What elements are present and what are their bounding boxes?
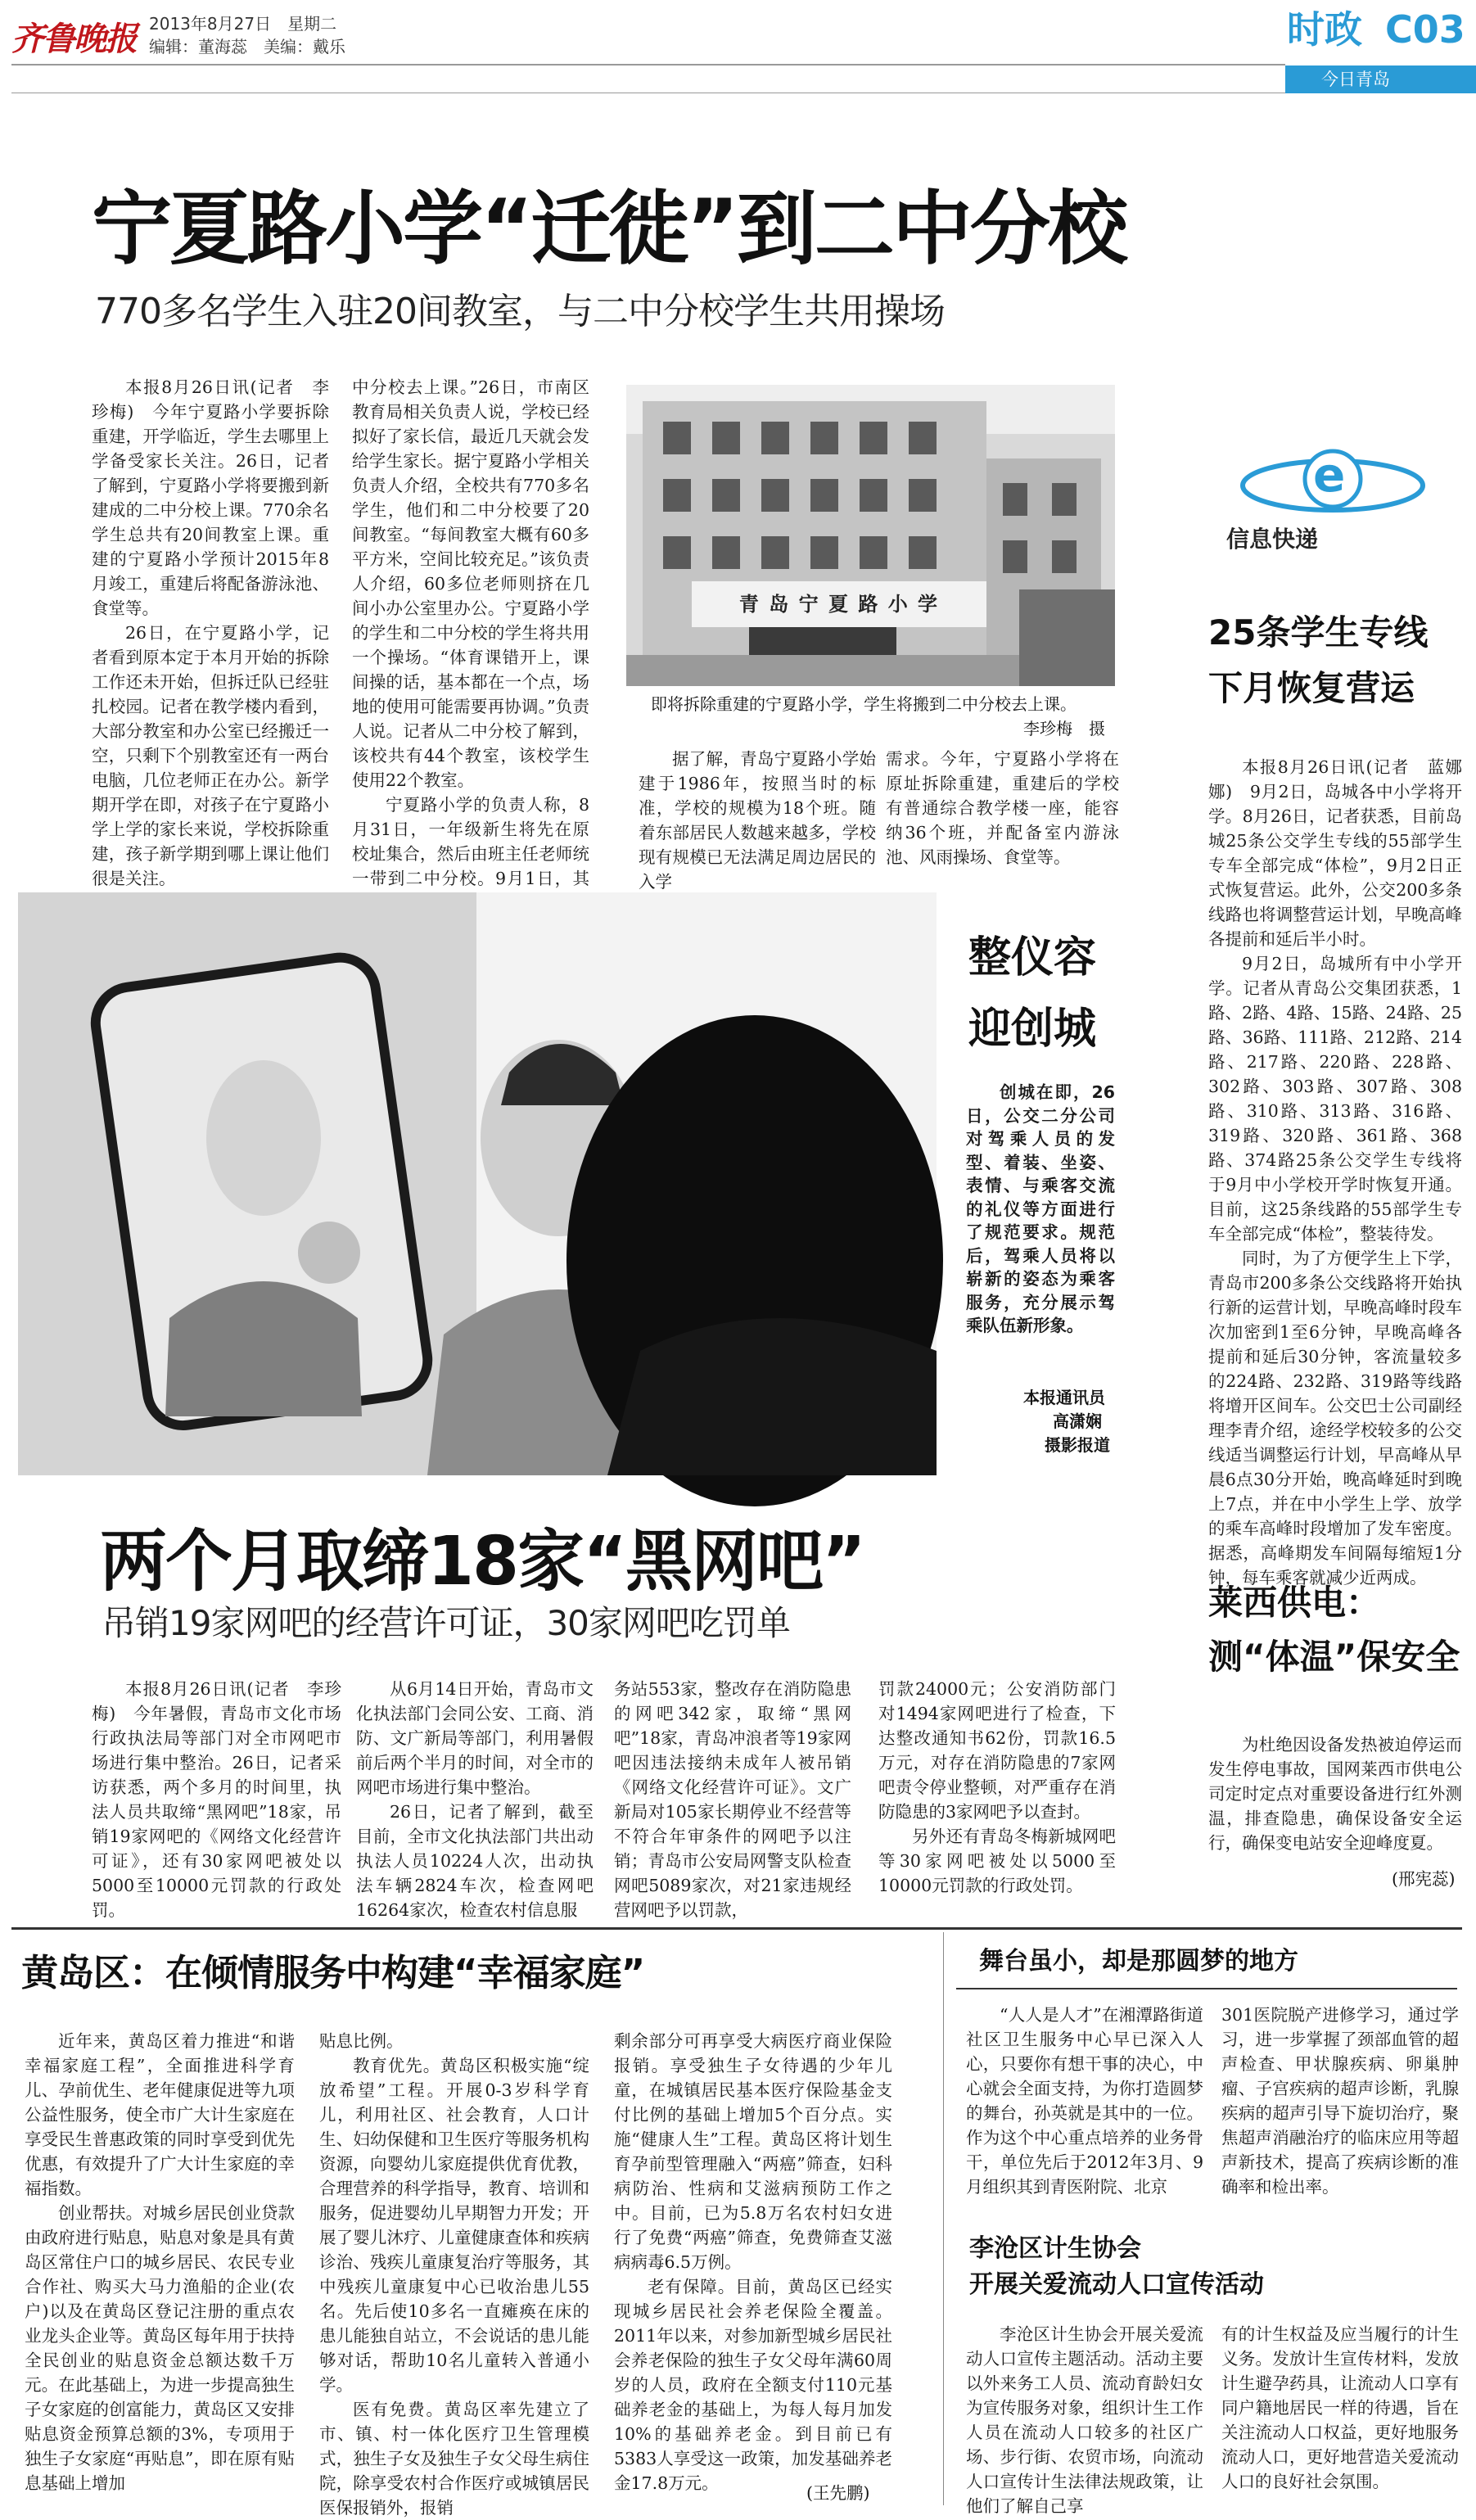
story3-column-1: 近年来，黄岛区着力推进“和谐幸福家庭工程”，全面推进科学育儿、孕前优生、老年健康促进等九项公益性服务，使全市广大计生家庭在享受民生普惠政策的同时享受到优先优惠，有效提升了广大计生家庭的幸福指数。 创业帮扶。对城乡居民创业贷款由政府进行贴息，贴息对象是具有黄岛区常住户口的城乡居民、农民专业合作社、购买大马力渔船的企业(农户)以及在黄岛区登记注册的重点农业龙头企业等。黄岛区每年用于扶持全民创业的贴息资金总额达数千万元。在此基础上，为进一步提高独生子女家庭的创富能力，黄岛区又安排贴息资金预算总额的3%，专项用于独生子女家庭“再贴息”，即在原有贴息基础上增加 — [25, 2031, 295, 2493]
power-story-byline: (邢宪蕊) — [1392, 1869, 1456, 1889]
power-headline-line1: 莱西供电： — [1208, 1583, 1381, 1623]
story1-column-3: 据了解，青岛宁夏路小学始建于1986年，按照当时的标准，学校的规模为18个班。随着东部居民人数越来越多，学校现有规模已无法满足周边居民的入学 — [639, 749, 876, 892]
headline-dream-stage: 舞台虽小，却是那圆梦的地方 — [979, 1947, 1298, 1976]
story1-column-4: 需求。今年，宁夏路小学将在原址拆除重建，重建后的学校有普通综合教学楼一座，能容纳36个班，并配备室内游泳池、风雨操场、食堂等。 — [886, 749, 1119, 867]
subhead-ningxia-school: 770多名学生入驻20间教室，与二中分校学生共用操场 — [95, 291, 945, 332]
story1-column-2: 中分校去上课。”26日，市南区教育局相关负责人说，学校已经拟好了家长信，最近几天就会发给学生家长。据宁夏路小学相关负责人介绍，全校共有770多名学生，他们和二中分校要了20间教室。“每间教室大概有60多平方米，空间比较充足。”该负责人介绍，60多位老师则挤在几间小办公室里办公。宁夏路小学的学生和二中分校的学生将共用一个操场。“体育课错开上，课间操的话，基本都在一个点，场地的使用可能需要再协调。”负责人说。记者从二中分校了解到，该校共有44个教室，该校学生使用22个教室。 宁夏路小学的负责人称，8月31日，一年级新生将先在原校址集合，然后由班主任老师统一带到二中分校。9月1日，其 — [352, 377, 589, 888]
mirror-grooming-photo — [18, 892, 937, 1475]
e-logo-letter: e — [1313, 447, 1346, 503]
masthead-date: 2013年8月27日 星期二 — [149, 14, 337, 34]
story2-column-4: 罚款24000元；公安消防部门对1494家网吧进行了检查，下达整改通知书62份，罚款16.5万元，对存在消防隐患的7家网吧责令停业整顿，对严重存在消防隐患的3家网吧予以查封。 另外还有青岛冬梅新城网吧等30家网吧被处以5000至10000元罚款的行政处罚。 — [878, 1679, 1116, 1895]
photo-news-headline-line2: 迎创城 — [968, 1004, 1097, 1054]
planning-headline-line2: 开展关爱流动人口宣传活动 — [969, 2270, 1264, 2299]
bus-headline-line1: 25条学生专线 — [1208, 612, 1429, 653]
dream-story-column-1: “人人是人才”在湘潭路街道社区卫生服务中心早已深入人心，只要你有想干事的决心，中心就会全面支持，为你打造圆梦的舞台，孙英就是其中的一位。作为这个中心重点培养的业务骨干，单位先后于2012年3月、9月组织其到青医附院、北京 — [966, 2005, 1203, 2197]
section-subtitle: 今日青岛 — [1285, 65, 1476, 93]
story3-byline: (王先鹏) — [806, 2483, 870, 2503]
power-headline-line2: 测“体温”保安全 — [1208, 1637, 1460, 1677]
story2-column-2: 从6月14日开始，青岛市文化执法部门会同公安、工商、消防、文广新局等部门，利用暑假前后两个半月的时间，对全市的网吧市场进行集中整治。 26日，记者了解到，截至目前，全市文化执法部门共出动执法人员10224人次，出动执法车辆2824车次，检查网吧16264家次，检查农村信息服 — [356, 1679, 594, 1920]
story2-column-1: 本报8月26日讯(记者 李珍梅) 今年暑假，青岛市文化市场行政执法局等部门对全市网吧市场进行集中整治。26日，记者采访获悉，两个多月的时间里，执法人员共取缔“黑网吧”18家，吊销19家网吧的《网络文化经营许可证》，还有30家网吧被处以5000至10000元罚款的行政处罚。 — [92, 1679, 341, 1920]
page-number: C03 — [1385, 7, 1465, 52]
photo-news-credit-2: 高潇娴 — [1053, 1411, 1102, 1431]
headline-black-internet-cafes: 两个月取缔18家“黑网吧” — [100, 1523, 864, 1601]
planning-story-column-2: 有的计生权益及应当履行的计生义务。发放计生宣传材料，发放计生避孕药具，让流动人口享有同户籍地居民一样的待遇，旨在关注流动人口权益，更好地服务流动人口，更好地营造关爱流动人口的良好社会氛围。 — [1221, 2324, 1459, 2491]
news-express-label: 信息快递 — [1226, 526, 1319, 553]
masthead-logo: 齐鲁晚报 — [11, 20, 136, 58]
school-photo-caption: 即将拆除重建的宁夏路小学，学生将搬到二中分校去上课。 — [651, 694, 1077, 714]
section-name: 时政 — [1287, 7, 1362, 52]
masthead-rule — [11, 64, 1285, 65]
photo-news-body: 创城在即，26日，公交二分公司对驾乘人员的发型、着装、坐姿、表情、与乘客交流的礼仪等方面进行了规范要求。规范后，驾乘人员将以崭新的姿态为乘客服务，充分展示驾乘队伍新形象。 — [966, 1082, 1115, 1335]
bus-story-body: 本报8月26日讯(记者 蓝娜娜) 9月2日，岛城各中小学将开学。8月26日，记者获悉，目前岛城25条公交学生专线的55部学生专车全部完成“体检”，9月2日正式恢复营运。此外，公交200多条线路也将调整营运计划，早晚高峰各提前和延后半小时。 9月2日，岛城所有中小学开学。记者从青岛公交集团获悉，1路、2路、4路、15路、24路、25路、36路、111路、212路、214路、217路、220路、228路、302路、303路、307路、308路、310路、313路、316路、319路、320路、361路、368路、374路25条公交学生专线将于9月中小学校开学时恢复开通。目前，这25条线路的55部学生专车全部完成“体检”，整装待发。 同时，为了方便学生上下学，青岛市200多条公交线路将开始执行新的运营计划，早晚高峰时段车次加密到1至6分钟，早晚高峰各提前和延后30分钟，客流量较多的224路、232路、319路等线路将增开区间车。公交巴士公司副经理李青介绍，途经学校较多的公交线适当调整运行计划，早高峰从早晨6点30分开始，晚高峰延时到晚上7点，并在中小学生上学、放学的乘车高峰时段增加了发车密度。据悉，高峰期发车间隔每缩短1分钟，每车乘客就减少近两成。 — [1208, 757, 1462, 1587]
photo-news-credit-3: 摄影报道 — [1045, 1435, 1110, 1455]
headline-huangdao-happy-family: 黄岛区：在倾情服务中构建“幸福家庭” — [21, 1951, 645, 1994]
story3-column-3: 剩余部分可再享受大病医疗商业保险报销。享受独生子女待遇的少年儿童，在城镇居民基本医疗保险基金支付比例的基础上增加5个百分点。实施“健康人生”工程。黄岛区将计划生育孕前型管理融入“两癌”筛查，妇科病防治、性病和艾滋病预防工作之中。目前，已为5.8万名农村妇女进行了免费“两癌”筛查，免费筛查艾滋病病毒6.5万例。 老有保障。目前，黄岛区已经实现城乡居民社会养老保险全覆盖。2011年以来，对参加新型城乡居民社会养老保险的独生子女父母年满60周岁的人员，政府在全额支付110元基础养老金的基础上，为每人每月加发10%的基础养老金。到目前已有5383人享受这一政策，加发基础养老金17.8万元。 — [614, 2031, 892, 2493]
headline-ningxia-school: 宁夏路小学“迁徙”到二中分校 — [92, 183, 1126, 276]
story3-column-2: 贴息比例。 教育优先。黄岛区积极实施“绽放希望”工程。开展0-3岁科学育儿，利用社区、社会教育，人口计生、妇幼保健和卫生医疗等服务机构资源，向婴幼儿家庭提供优育优教，合理营养的科学指导，教育、培训和服务，促进婴幼儿早期智力开发；开展了婴儿沐疗、儿童健康查体和疾病诊治、残疾儿童康复治疗等服务，其中残疾儿童康复中心已收治患儿55名。先后使10多名一直瘫痪在床的患儿能独自站立，不会说话的患儿能够对话，帮助10名儿童转入普通小学。 医有免费。黄岛区率先建立了市、镇、村一体化医疗卫生管理模式，独生子女及独生子女父母生病住院，除享受农村合作医疗或城镇居民医保报销外，报销 — [319, 2031, 589, 2518]
photo-news-headline-line1: 整仪容 — [968, 933, 1097, 982]
school-building-illustration — [626, 385, 1115, 686]
grooming-illustration — [18, 892, 937, 1475]
story1-column-1: 本报8月26日讯(记者 李珍梅) 今年宁夏路小学要拆除重建，开学临近，学生去哪里上学备受家长关注。26日，记者了解到，宁夏路小学将要搬到新建成的二中分校上课。770余名学生总共有20间教室上课。重建的宁夏路小学预计2015年8月竣工，重建后将配备游泳池、食堂等。 26日，在宁夏路小学，记者看到原本定于本月开始的拆除工作还未开始，但拆迁队已经驻扎校园。记者在教学楼内看到，大部分教室和办公室已经搬迁一空，只剩下个别教室还有一两台电脑，几位老师正在办公。新学期开学在即，对孩子在宁夏路小学上学的家长来说，学校拆除重建，孩子新学期到哪上课让他们很是关注。 — [92, 377, 329, 888]
power-story-body: 为杜绝因设备发热被迫停运而发生停电事故，国网莱西市供电公司定时定点对重要设备进行红外测温，排查隐患，确保设备安全运行，确保变电站安全迎峰度夏。 — [1208, 1735, 1462, 1853]
bus-headline-line2: 下月恢复营运 — [1208, 668, 1415, 708]
planning-story-column-1: 李沧区计生协会开展关爱流动人口宣传主题活动。活动主要以外来务工人员、流动育龄妇女为宣传服务对象，组织计生工作人员在流动人口较多的社区广场、步行街、农贸市场，向流动人口宣传计生法律法规政策，让他们了解自己享 — [966, 2324, 1203, 2516]
news-express-logo — [1210, 438, 1439, 561]
photo-news-credit-1: 本报通讯员 — [1023, 1388, 1105, 1407]
bottom-section-rule — [11, 1927, 1462, 1930]
school-building-photo — [626, 385, 1115, 686]
school-photo-credit: 李珍梅 摄 — [1023, 719, 1105, 738]
planning-headline-line1: 李沧区计生协会 — [969, 2234, 1141, 2263]
dream-story-column-2: 301医院脱产进修学习，通过学习，进一步掌握了颈部血管的超声检查、甲状腺疾病、卵巢肿瘤、子宫疾病的超声诊断，乳腺疾病的超声引导下旋切治疗，聚焦超声消融治疗的临床应用等超声新技术，提高了疾病诊断的准确率和检出率。 — [1221, 2005, 1459, 2197]
subhead-black-internet-cafes: 吊销19家网吧的经营许可证，30家网吧吃罚单 — [102, 1603, 790, 1643]
bottom-column-divider — [943, 1932, 944, 2505]
story2-column-3: 务站553家，整改存在消防隐患的网吧342家，取缔“黑网吧”18家，青岛冲浪者等19家网吧因违法接纳未成年人被吊销《网络文化经营许可证》。文广新局对105家长期停业不经营等不符合年审条件的网吧予以注销；青岛市公安局网警支队检查网吧5089家次，对21家违规经营网吧予以罚款， — [614, 1679, 851, 1920]
dream-headline-rule — [956, 1988, 1457, 1989]
school-sign: 青 岛 宁 夏 路 小 学 — [738, 592, 940, 616]
masthead-editor: 编辑：董海蕊 美编：戴乐 — [149, 37, 345, 56]
